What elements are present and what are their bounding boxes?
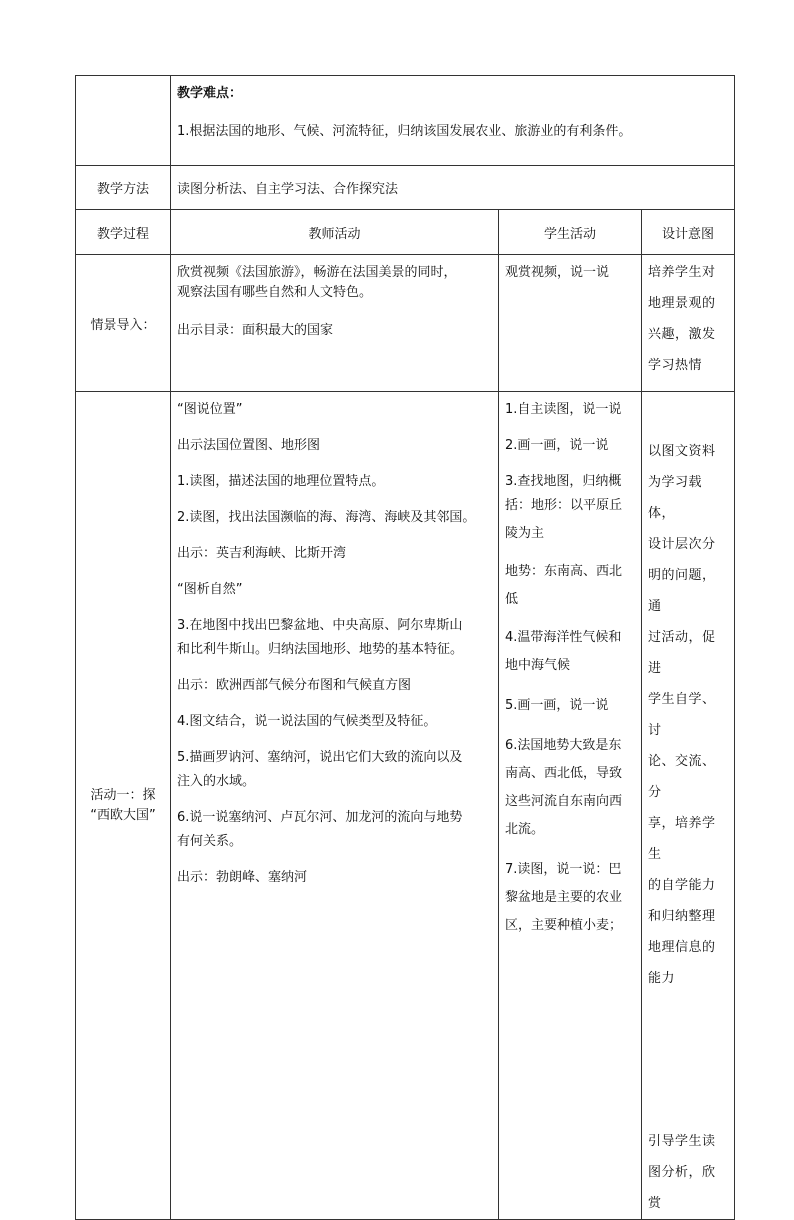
intro-teacher-line: 观察法国有哪些自然和人文特色。 (177, 285, 373, 300)
activity1-design-line: 图分析，欣赏 (648, 1165, 716, 1211)
intro-student-cell (499, 255, 642, 392)
activity1-student-line: 南高、西北低，导致 (505, 766, 623, 781)
activity1-teacher-line: 5.描画罗讷河、塞纳河，说出它们大致的流向以及 (177, 750, 463, 765)
intro-design-line: 学习热情 (648, 358, 703, 373)
activity1-teacher-line: 和比利牛斯山。归纳法国地形、地势的基本特征。 (177, 642, 464, 657)
activity1-teacher-line: 出示：勃朗峰、塞纳河 (177, 870, 308, 885)
intro-student-text: 观赏视频，说一说 (505, 265, 610, 280)
activity1-teacher-cell (171, 392, 499, 1220)
activity1-design-line: 地理信息的 (648, 940, 716, 955)
activity1-design-line: 论、交流、分 (648, 754, 716, 800)
difficulty-cell (171, 76, 735, 166)
intro-design-line: 兴趣，激发 (648, 327, 716, 342)
header-row (76, 210, 735, 255)
method-value: 读图分析法、自主学习法、合作探究法 (171, 166, 735, 210)
activity1-student-line: 这些河流自东南向西 (505, 794, 623, 809)
activity1-teacher-line: 注入的水域。 (177, 774, 256, 789)
activity1-design-line: 学生自学、讨 (648, 692, 716, 738)
activity1-student-line: 地势：东南高、西北 (505, 564, 623, 579)
header-teacher: 教师活动 (171, 210, 499, 255)
activity1-student-line: 区，主要种植小麦； (505, 918, 623, 933)
activity1-teacher-line: 4.图文结合，说一说法国的气候类型及特征。 (177, 714, 437, 729)
activity1-design-line: 为学习载体， (648, 475, 703, 521)
difficulty-item-1: 1.根据法国的地形、气候、河流特征，归纳该国发展农业、旅游业的有利条件。 (177, 124, 632, 139)
activity1-teacher-line: 出示：英吉利海峡、比斯开湾 (177, 546, 347, 561)
activity1-design-line: 能力 (648, 971, 676, 986)
activity1-student-line: 括：地形：以平原丘 (505, 498, 623, 513)
activity1-design-line: 的自学能力 (648, 878, 716, 893)
activity1-student-line: 地中海气候 (505, 658, 571, 673)
method-row (76, 166, 735, 210)
lesson-plan-table (75, 75, 735, 1220)
activity1-design-line: 引导学生读 (648, 1134, 716, 1149)
intro-label: 情景导入： (76, 255, 171, 392)
activity1-student-line: 5.画一画，说一说 (505, 698, 609, 713)
activity1-teacher-line: 2.读图，找出法国濒临的海、海湾、海峡及其邻国。 (177, 510, 476, 525)
difficulty-row (76, 76, 735, 166)
empty-label-cell (76, 76, 171, 166)
activity1-design-line: 享，培养学生 (648, 816, 716, 862)
activity1-student-cell (499, 392, 642, 1220)
header-student: 学生活动 (499, 210, 642, 255)
intro-design-line: 地理景观的 (648, 296, 716, 311)
activity1-student-line: 低 (505, 592, 519, 607)
activity1-design-cell (642, 392, 735, 1220)
activity1-teacher-line: 3.在地图中找出巴黎盆地、中央高原、阿尔卑斯山 (177, 618, 463, 633)
activity1-design-line: 设计层次分 (648, 537, 716, 552)
intro-design-line: 培养学生对 (648, 265, 716, 280)
activity1-teacher-line: 出示法国位置图、地形图 (177, 438, 321, 453)
activity1-student-line: 北流。 (505, 822, 545, 837)
intro-teacher-line: 出示目录：面积最大的国家 (177, 323, 334, 338)
activity1-student-line: 6.法国地势大致是东 (505, 738, 622, 753)
activity1-label-line: “西欧大国” (90, 807, 156, 823)
difficulty-title: 教学难点： (177, 86, 243, 101)
activity1-student-line: 4.温带海洋性气候和 (505, 630, 622, 645)
intro-teacher-cell (171, 255, 499, 392)
header-process: 教学过程 (76, 210, 171, 255)
activity1-teacher-line: “图说位置” (177, 402, 243, 417)
activity1-student-line: 2.画一画，说一说 (505, 438, 609, 453)
activity1-teacher-line: “图析自然” (177, 582, 243, 597)
activity1-teacher-line: 有何关系。 (177, 834, 243, 849)
activity1-design-line: 过活动，促进 (648, 630, 716, 676)
activity1-label-cell (76, 392, 171, 1220)
activity1-label-line: 活动一：探 (90, 787, 156, 803)
activity1-student-line: 3.查找地图，归纳概 (505, 474, 622, 489)
activity1-student-line: 1.自主读图，说一说 (505, 402, 622, 417)
header-design: 设计意图 (642, 210, 735, 255)
activity1-row (76, 392, 735, 1220)
activity1-design-line: 以图文资料 (648, 444, 716, 459)
intro-row (76, 255, 735, 392)
activity1-teacher-line: 出示：欧洲西部气候分布图和气候直方图 (177, 678, 412, 693)
activity1-design-line: 明的问题，通 (648, 568, 716, 614)
activity1-teacher-line: 1.读图，描述法国的地理位置特点。 (177, 474, 385, 489)
activity1-student-line: 黎盆地是主要的农业 (505, 890, 623, 905)
method-label: 教学方法 (76, 166, 171, 210)
intro-design-cell (642, 255, 735, 392)
activity1-student-line: 7.读图，说一说：巴 (505, 862, 622, 877)
intro-teacher-line: 欣赏视频《法国旅游》，畅游在法国美景的同时， (177, 265, 457, 280)
activity1-student-line: 陵为主 (505, 526, 545, 541)
activity1-design-line: 和归纳整理 (648, 909, 716, 924)
activity1-teacher-line: 6.说一说塞纳河、卢瓦尔河、加龙河的流向与地势 (177, 810, 463, 825)
